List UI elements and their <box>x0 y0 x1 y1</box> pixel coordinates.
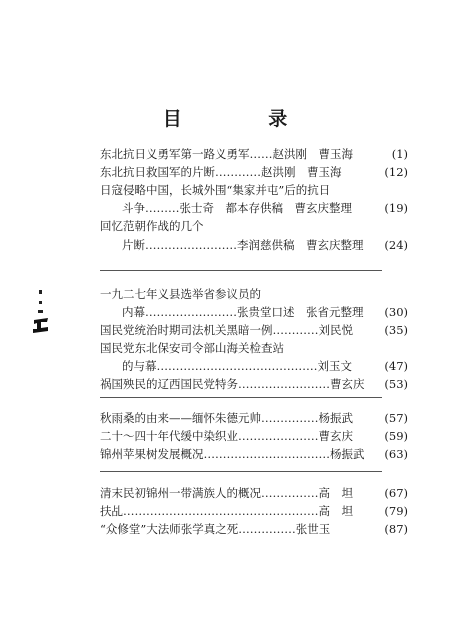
toc-entry-title: 清末民初锦州一带满族人的概况……………高 坦 <box>100 486 353 500</box>
toc-entry <box>0 181 450 199</box>
toc-entry-title: 东北抗日义勇军第一路义勇军……赵洪刚 曹玉海 <box>100 147 353 161</box>
section-divider <box>100 471 382 472</box>
toc-entry <box>0 357 450 375</box>
toc-entry-title: 二十～四十年代缓中染织业…………………曹玄庆 <box>100 429 353 443</box>
toc-entry <box>0 236 450 254</box>
toc-entry <box>0 445 450 463</box>
toc-entry <box>0 339 450 357</box>
toc-entry-page: (1) <box>391 147 408 161</box>
toc-entry <box>0 520 450 538</box>
toc-entry-page: (35) <box>384 323 408 337</box>
toc-entry-page: (63) <box>384 447 408 461</box>
toc-entry <box>0 163 450 181</box>
toc-entry-title: 的与幕……………………………………刘玉文 <box>122 359 352 373</box>
toc-entry <box>0 484 450 502</box>
toc-entry-title: 回忆范朝作战的几个 <box>100 219 204 233</box>
toc-entry <box>0 427 450 445</box>
toc-entry-title: 东北抗日救国军的片断…………赵洪刚 曹玉海 <box>100 165 342 179</box>
toc-entry <box>0 285 450 303</box>
toc-entry-title: 扶乩……………………………………………高 坦 <box>100 504 353 518</box>
toc-entry-title: 斗争………张士奇 都本存供稿 曹玄庆整理 <box>122 201 352 215</box>
toc-entry-page: (19) <box>384 201 408 215</box>
toc-entry <box>0 199 450 217</box>
toc-entry-page: (57) <box>384 411 408 425</box>
toc-entry <box>0 375 450 393</box>
toc-entry-page: (24) <box>384 238 408 252</box>
toc-entry-title: “众修堂”大法师张学真之死……………张世玉 <box>100 522 331 536</box>
section-divider <box>100 397 382 398</box>
toc-entry-title: 一九二七年义县选举省参议员的 <box>100 287 261 301</box>
toc-entry-title: 片断……………………李润慈供稿 曹玄庆整理 <box>122 238 364 252</box>
toc-entry-page: (67) <box>384 486 408 500</box>
toc-entry-title: 国民党东北保安司令部山海关检查站 <box>100 341 284 355</box>
toc-entry-page: (47) <box>384 359 408 373</box>
toc-entry-title: 秋雨桑的由来——缅怀朱德元帅……………杨振武 <box>100 411 353 425</box>
margin-binding-mark <box>30 288 52 338</box>
toc-entry <box>0 303 450 321</box>
section-divider <box>100 270 382 271</box>
toc-entry <box>0 217 450 235</box>
toc-entry <box>0 321 450 339</box>
toc-entry-page: (53) <box>384 377 408 391</box>
toc-entry-title: 国民党统治时期司法机关黑暗一例…………刘民悦 <box>100 323 353 337</box>
toc-entry-page: (79) <box>384 504 408 518</box>
toc-entry-title: 日寇侵略中国，长城外围“集家并屯”后的抗日 <box>100 183 331 197</box>
toc-entry-page: (12) <box>384 165 408 179</box>
toc-entry-title: 内幕……………………张贵堂口述 张省元整理 <box>122 305 364 319</box>
toc-entry-title: 祸国殃民的辽西国民党特务……………………曹玄庆 <box>100 377 365 391</box>
toc-entry-page: (59) <box>384 429 408 443</box>
page-title: 目 录 <box>162 108 328 130</box>
toc-entry <box>0 145 450 163</box>
toc-entry-page: (30) <box>384 305 408 319</box>
toc-entry <box>0 502 450 520</box>
toc-entry <box>0 409 450 427</box>
toc-entry-page: (87) <box>384 522 408 536</box>
toc-entry-title: 锦州苹果树发展概况……………………………杨振武 <box>100 447 365 461</box>
